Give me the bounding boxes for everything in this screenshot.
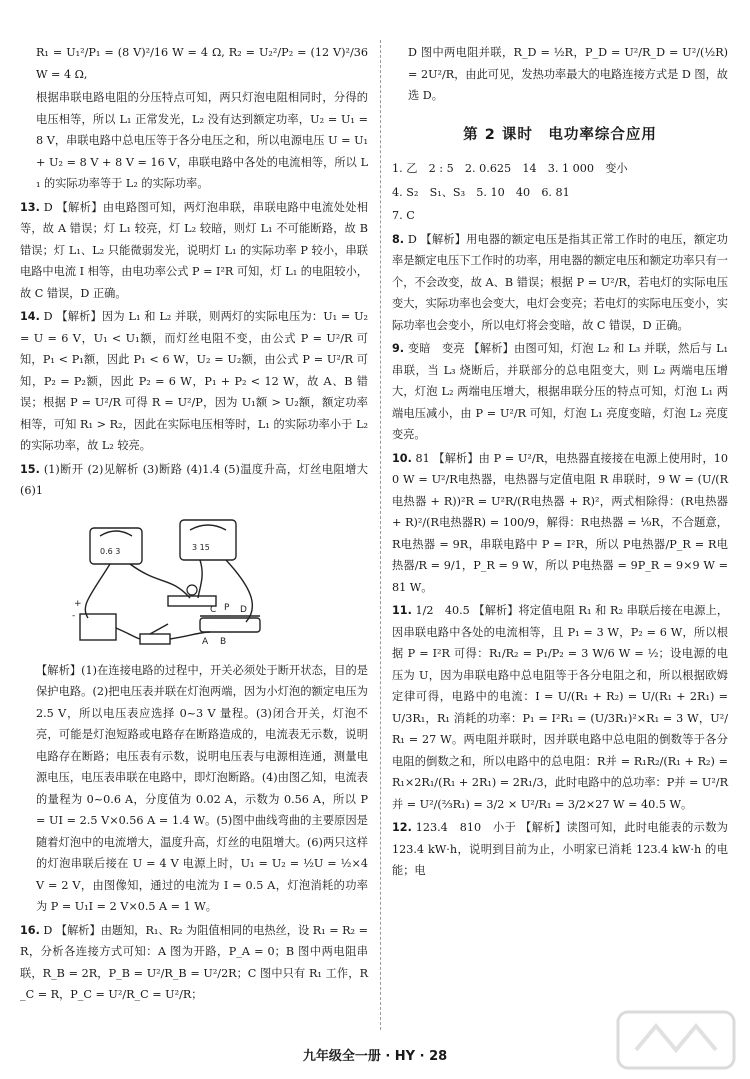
- question-number: 11.: [392, 604, 412, 617]
- answer-text: 123.4 810 小于 【解析】读图可知，此时电能表的示数为 123.4 kW·h，说明到目前为止，小明家已消耗 123.4 kW·h 的电能；电: [392, 821, 728, 877]
- fig-label-ammeter-scale: 0.6 3: [100, 546, 121, 556]
- question-number: 12.: [392, 821, 412, 834]
- watermark-logo: [616, 1010, 736, 1070]
- answer-text: R₁ = U₁²/P₁ = (8 V)²/16 W = 4 Ω, R₂ = U₂²/P₂ = (12 V)²/36 W = 4 Ω,: [36, 46, 368, 81]
- answer-a4: [392, 182, 728, 204]
- answer-text: 4. S₂ S₁、S₃ 5. 10 40 6. 81: [392, 185, 570, 199]
- question-number: 10.: [392, 451, 412, 465]
- section-title: 第 2 课时 电功率综合应用: [463, 126, 657, 143]
- answer-p1: [20, 42, 368, 85]
- question-number: 8.: [392, 232, 405, 246]
- answer-r1: [392, 42, 728, 107]
- answer-text: D 【解析】因为 L₁ 和 L₂ 并联，则两灯的实际电压为：U₁ = U₂ = U = 6 V，U₁ < U₁额，而灯丝电阻不变，由公式 P = U²/R 可知，P₁ < P₁额，因此 P₁ < 6 W，U₂ = U₂额，由公式 P = U²/R 可知，P₂ = P₂额，因此 P₂ = 6 W，P₁ + P₂ < 12 W，故 A、B 错误；根据 P = U²/R 可得 R = U²/P，因为 U₁额 > U₂额，额定功率相等，可知 R₁ > R₂，因此在实际电压相等时，L₁ 的实际功率小于 L₂ 的实际功率，故 L₂ 较亮。: [20, 310, 368, 452]
- fig-label-a: A: [202, 636, 209, 647]
- fig-label-d: D: [240, 604, 247, 615]
- answer-q14: [20, 306, 368, 457]
- column-divider: [380, 40, 381, 1030]
- answer-q15a: [20, 660, 368, 918]
- answer-a8: [392, 229, 728, 337]
- answer-a10: [392, 448, 728, 599]
- fig-label-p: P: [224, 602, 230, 613]
- answer-a12: [392, 817, 728, 882]
- answer-a1: [392, 158, 728, 180]
- answer-text: 变暗 变亮 【解析】由图可知，灯泡 L₂ 和 L₃ 并联，然后与 L₁ 串联，当 L₃ 烧断后，并联部分的总电阻变大，则 L₂ 两端电压增大，灯泡 L₂ 两端电压增大，根据串联分压的特点可知，灯泡 L₁ 两端电压减小，由 P = U²/R 可知，灯泡 L₁ 亮度变暗，灯泡 L₂ 亮度变亮。: [392, 342, 728, 441]
- fig-label-voltmeter-scale: 3 15: [192, 542, 210, 552]
- answer-a9: [392, 338, 728, 446]
- fig-label-b: B: [220, 636, 227, 647]
- answer-text: 1/2 40.5 【解析】将定值电阻 R₁ 和 R₂ 串联后接在电源上，因串联电路中各处的电流相等，且 P₁ = 3 W，P₂ = 6 W，所以根据 P = I²R 可得：R₁/R₂ = P₁/P₂ = 3 W/6 W = ½；设电源的电压为 U，因为串联电路中总电阻等于各分电阻之和，所以根据欧姆定律可得，电路中的电流：I = U/(R₁ + R₂) = U/(R₁ + 2R₁) = U/3R₁，R₁ 消耗的功率：P₁ = I²R₁ = (U/3R₁)²×R₁ = 3 W，U²/R₁ = 27 W。两电阻并联时，因并联电路中总电阻的倒数等于各分电阻的倒数之和，所以电路中的总电阻：R并 = R₁R₂/(R₁ + R₂) = R₁×2R₁/(R₁ + 2R₁) = 2R₁/3，此时电路中的总功率：P并 = U²/R并 = U²/(⅔R₁) = 3/2 × U²/R₁ = 3/2×27 W = 40.5 W。: [392, 604, 729, 811]
- right-column: [392, 40, 728, 882]
- answer-q15: [20, 459, 368, 502]
- question-number: 14.: [20, 310, 40, 323]
- left-column: [20, 40, 368, 1006]
- answer-text: 1. 乙 2 : 5 2. 0.625 14 3. 1 000 变小: [392, 162, 628, 175]
- answer-a11: [392, 600, 728, 815]
- answer-text: 【解析】(1)在连接电路的过程中，开关必须处于断开状态，目的是保护电路。(2)把电压表并联在灯泡两端，因为小灯泡的额定电压为 2.5 V，所以电压表应选择 0~3 V 量程。(3)闭合开关，灯泡不亮，可能是灯泡短路或电路存在断路造成的，电流表无示数，说明电路存在断路；电压表有示数，说明电压表与电源相连通，测量电源电压，电压表串联在电路中，即灯泡断路。(4)由图乙知，电流表的量程为 0~0.6 A，分度值为 0.02 A，示数为 0.56 A，所以 P = UI = 2.5 V×0.56 A = 1.4 W。(5)图中曲线弯曲的主要原因是随着灯泡中的电流增大，温度升高，灯丝的电阻增大。(6)两只这样的灯泡串联后接在 U = 4 V 电源上时，U₁ = U₂ = ½U = ½×4 V = 2 V，由图像知，通过的电流为 I = 0.5 A，灯泡消耗的功率为 P = U₁I = 2 V×0.5 A = 1 W。: [36, 663, 368, 913]
- fig-label-plus: +: [74, 598, 82, 609]
- answer-text: 根据串联电路电阻的分压特点可知，两只灯泡电阻相同时，分得的电压相等，所以 L₁ 正常发光，L₂ 没有达到额定功率，U₂ = U₁ = 8 V，串联电路中总电压等于各分电压之和，所以电源电压 U = U₁ + U₂ = 8 V + 8 V = 16 V，串联电路中各处的电流相等，所以 L₁ 的实际功率等于 L₂ 的实际功率。: [36, 91, 368, 190]
- answer-text: D 【解析】由电路图可知，两灯泡串联，串联电路中电流处处相等，故 A 错误；灯 L₁ 较亮，灯 L₂ 较暗，则灯 L₁ 不可能断路，故 B 错误；灯 L₁、L₂ 只能微弱发光，说明灯 L₁ 的实际功率 P 较小，串联电路中电流 I 相等，由电功率公式 P = I²R 可知，灯 L₁ 的电阻较小，故 C 错误，D 正确。: [20, 200, 368, 300]
- fig-label-minus: -: [72, 610, 76, 621]
- answer-text: (1)断开 (2)见解析 (3)断路 (4)1.4 (5)温度升高，灯丝电阻增大 (6)1: [20, 462, 368, 497]
- fig-label-c: C: [210, 604, 217, 615]
- answer-text: D 图中两电阻并联，R_D = ½R，P_D = U²/R_D = U²/(½R) = 2U²/R，由此可见，发热功率最大的电路连接方式是 D 图，故选 D。: [408, 46, 728, 102]
- answer-p2: [20, 87, 368, 195]
- answer-q16: [20, 920, 368, 1006]
- question-number: 15.: [20, 462, 40, 476]
- answer-a7: [392, 205, 728, 227]
- circuit-diagram: [50, 506, 300, 656]
- answer-text: D 【解析】由题知，R₁、R₂ 为阻值相同的电热丝，设 R₁ = R₂ = R，分析各连接方式可知：A 图为开路，P_A = 0；B 图中两电阻串联，R_B = 2R，P_B = U²/R_B = U²/2R；C 图中只有 R₁ 工作，R_C = R，P_C = U²/R_C = U²/R；: [20, 923, 368, 1001]
- question-number: 16.: [20, 923, 40, 937]
- answer-text: 81 【解析】由 P = U²/R，电热器直接接在电源上使用时，100 W = U²/R电热器，电热器与定值电阻 R 串联时，9 W = (U/(R电热器 + R))²R = U²R/(R电热器 + R)²，两式相除得：(R电热器 + R)²/(R电热器R) = 100/9，解得：R电热器 = ⅑R，不合题意，R电热器 = 9R，串联电路中 P = I²R，所以 P电热器/P_R = R电热器/R = 9/1，P_R = 9 W，所以 P电热器 = 9P_R = 9×9 W = 81 W。: [392, 451, 728, 594]
- answer-text: D 【解析】用电器的额定电压是指其正常工作时的电压，额定功率是额定电压下工作时的功率，用电器的额定电压和额定功率只有一个，不会改变，故 A、B 错误；根据 P = U²/R，若电灯的实际电压变大，实际功率也会变大，电灯会变亮；若电灯的实际电压变小，实际功率也会变小，所以电灯将会变暗，故 C 错误，D 正确。: [392, 232, 728, 332]
- question-number: 13.: [20, 200, 40, 214]
- page-footer: 九年级全一册 · HY · 28: [302, 1049, 448, 1064]
- answer-q13: [20, 197, 368, 305]
- question-number: 9.: [392, 342, 405, 355]
- answer-text: 7. C: [392, 209, 415, 222]
